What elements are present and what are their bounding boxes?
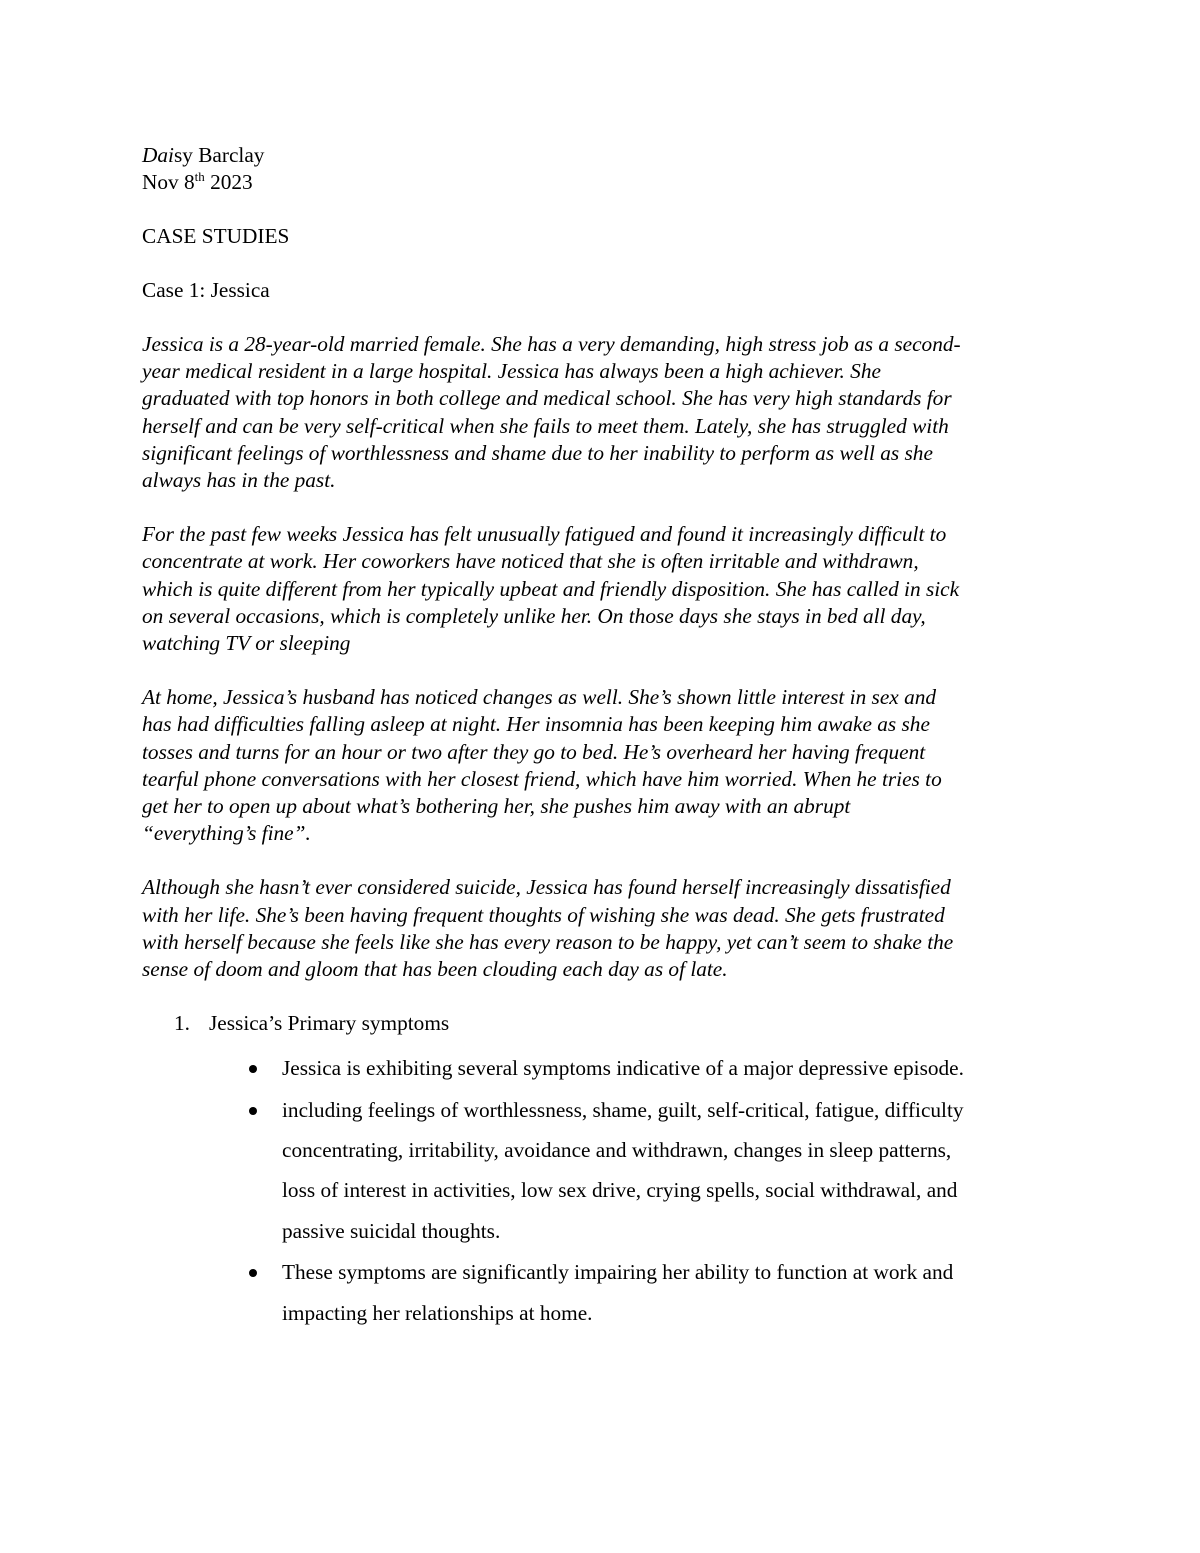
symptoms-list: [142, 1010, 1052, 1333]
document-title: CASE STUDIES: [142, 224, 290, 248]
paragraph-line: which is quite different from her typically upbeat and friendly disposition. She has called in sick: [142, 576, 960, 601]
paragraph-line: Jessica is a 28-year-old married female. She has a very demanding, high stress job as a second-: [142, 332, 961, 356]
list-number: 1.: [174, 1011, 190, 1036]
paragraph-line: year medical resident in a large hospital. Jessica has always been a high achiever. She: [142, 359, 881, 384]
paragraph-line: always has in the past.: [142, 468, 336, 493]
case-heading: Case 1: Jessica: [142, 278, 270, 302]
paragraph-line: on several occasions, which is completely unlike her. On those days she stays in bed all day,: [142, 603, 926, 628]
document-date: [142, 169, 1052, 196]
list-heading: Jessica’s Primary symptoms: [209, 1011, 450, 1036]
bullet-item: [142, 1252, 1052, 1333]
paragraph-line: significant feelings of worthlessness and shame due to her inability to perform as well as she: [142, 440, 933, 465]
paragraph-line: tosses and turns for an hour or two after they go to bed. He’s overheard her having frequent: [142, 739, 926, 764]
bullet-line: impacting her relationships at home.: [282, 1300, 593, 1325]
date-suffix: 2023: [204, 170, 253, 194]
author-name-italic: Dai: [142, 143, 174, 167]
paragraph-line: tearful phone conversations with her closest friend, which have him worried. When he tries to: [142, 766, 942, 791]
bullet-line: passive suicidal thoughts.: [282, 1218, 501, 1243]
bullet-line: concentrating, irritability, avoidance and withdrawn, changes in sleep patterns,: [282, 1138, 952, 1163]
bullet-line: Jessica is exhibiting several symptoms indicative of a major depressive episode.: [282, 1056, 964, 1081]
bullet-icon: [249, 1065, 257, 1073]
paragraph-line: with herself because she feels like she has every reason to be happy, yet can’t seem to shake the: [142, 929, 954, 954]
paragraph-line: concentrate at work. Her coworkers have noticed that she is often irritable and withdrawn,: [142, 549, 919, 574]
bullet-item: [142, 1048, 1052, 1088]
bullet-line: loss of interest in activities, low sex drive, crying spells, social withdrawal, and: [282, 1178, 958, 1203]
document-page: [142, 142, 1052, 1334]
numbered-item: [142, 1010, 1052, 1037]
paragraph-line: has had difficulties falling asleep at night. Her insomnia has been keeping him awake as she: [142, 712, 930, 737]
paragraph-line: herself and can be very self-critical when she fails to meet them. Lately, she has struggled with: [142, 413, 949, 438]
date-prefix: Nov 8: [142, 170, 195, 194]
bullet-icon: [249, 1269, 257, 1277]
paragraph-line: watching TV or sleeping: [142, 631, 351, 656]
paragraph-line: “everything’s fine”.: [142, 821, 311, 846]
case-paragraph-2: [142, 521, 1052, 657]
case-paragraph-3: [142, 684, 1052, 847]
author-name: [142, 142, 1052, 169]
bullet-line: These symptoms are significantly impairing her ability to function at work and: [282, 1260, 954, 1285]
bullet-icon: [249, 1107, 257, 1115]
paragraph-line: get her to open up about what’s bothering her, she pushes him away with an abrupt: [142, 794, 851, 819]
bullet-item: [142, 1090, 1052, 1252]
bullet-line: including feelings of worthlessness, shame, guilt, self-critical, fatigue, difficulty: [282, 1097, 964, 1122]
case-paragraph-1: [142, 331, 1052, 494]
paragraph-line: with her life. She’s been having frequent thoughts of wishing she was dead. She gets frustrated: [142, 902, 945, 927]
bullet-list: [142, 1048, 1052, 1333]
paragraph-line: sense of doom and gloom that has been clouding each day as of late.: [142, 957, 728, 982]
case-paragraph-4: [142, 874, 1052, 983]
date-superscript: th: [194, 169, 205, 184]
paragraph-line: For the past few weeks Jessica has felt unusually fatigued and found it increasingly difficult to: [142, 522, 947, 547]
author-name-rest: sy Barclay: [173, 143, 265, 167]
paragraph-line: At home, Jessica’s husband has noticed changes as well. She’s shown little interest in sex and: [142, 685, 937, 710]
paragraph-line: graduated with top honors in both college and medical school. She has very high standards for: [142, 386, 952, 411]
paragraph-line: Although she hasn’t ever considered suicide, Jessica has found herself increasingly dissatisfied: [142, 875, 951, 900]
